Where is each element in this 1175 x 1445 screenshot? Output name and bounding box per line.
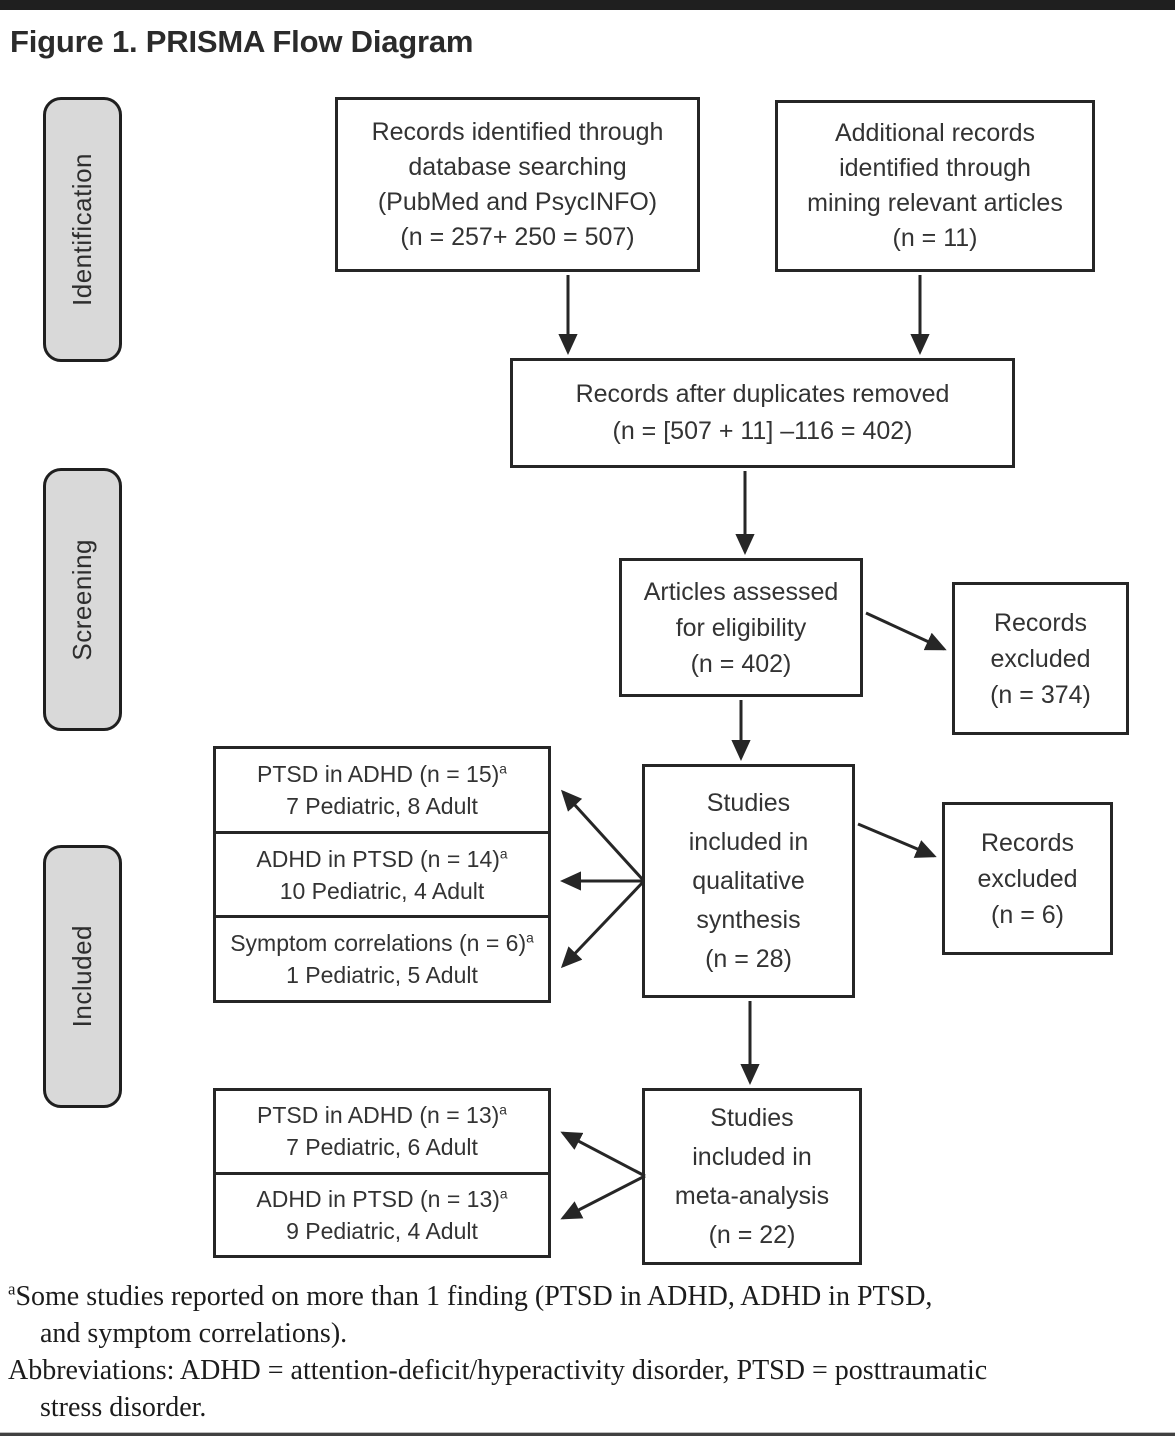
- stage-label-screening: [43, 468, 122, 731]
- stage-label-included: [43, 845, 122, 1108]
- figure-top-rule: [0, 0, 1175, 10]
- qualitative-breakdown-box: [213, 746, 551, 1003]
- footnote-some-studies: $^a$Some studies reported on more than 1 finding (PTSD in ADHD, ADHD in PTSD, and symptom correlations).: [8, 1279, 933, 1349]
- box-articles-assessed: Articles assessed for eligibility (n = 402): [619, 558, 863, 697]
- breakdown-row-adhd-in-ptsd-meta: ADHD in PTSD (n = 13)$^a$ 9 Pediatric, 4 Adult: [216, 1172, 548, 1256]
- stage-label-included-text: Included: [67, 925, 97, 1028]
- box-records-identified: Records identified through database searching (PubMed and PsycINFO) (n = 257+ 250 = 507): [335, 97, 700, 272]
- box-records-excluded-374: Records excluded (n = 374): [952, 582, 1129, 735]
- figure-footnotes: [8, 1278, 1170, 1426]
- stage-label-identification: [43, 97, 122, 362]
- figure-title: Figure 1. PRISMA Flow Diagram: [10, 24, 474, 59]
- figure-bottom-rule: [0, 1432, 1175, 1436]
- box-qualitative-synthesis: Studies included in qualitative synthesis (n = 28): [642, 764, 855, 998]
- breakdown-row-ptsd-in-adhd: PTSD in ADHD (n = 15)$^a$ 7 Pediatric, 8 Adult: [257, 760, 507, 819]
- footnote-marker: a: [499, 1102, 507, 1118]
- box-additional-records: Additional records identified through mining relevant articles (n = 11): [775, 100, 1095, 272]
- footnote-marker: a: [526, 930, 534, 946]
- meta-breakdown-box: [213, 1088, 551, 1258]
- stage-label-screening-text: Screening: [67, 538, 97, 661]
- footnote-abbreviations: Abbreviations: ADHD = attention-deficit/hyperactivity disorder, PTSD = posttraumatic stress disorder.: [8, 1355, 988, 1423]
- breakdown-row-adhd-in-ptsd: ADHD in PTSD (n = 14)$^a$ 10 Pediatric, 4 Adult: [216, 831, 548, 916]
- footnote-marker: a: [499, 1186, 508, 1202]
- footnote-marker: a: [499, 761, 507, 777]
- box-records-excluded-6: Records excluded (n = 6): [942, 802, 1113, 955]
- breakdown-row-symptom-correlations: Symptom correlations (n = 6)$^a$ 1 Pediatric, 5 Adult: [216, 915, 548, 1000]
- footnote-marker: a: [8, 1279, 16, 1299]
- box-duplicates-removed: Records after duplicates removed (n = [507 + 11] –116 = 402): [510, 358, 1015, 468]
- stage-label-identification-text: Identification: [67, 153, 97, 306]
- breakdown-row-ptsd-in-adhd-meta: PTSD in ADHD (n = 13)$^a$ 7 Pediatric, 6 Adult: [257, 1102, 507, 1161]
- footnote-marker: a: [499, 845, 508, 861]
- box-meta-analysis: Studies included in meta-analysis (n = 22): [642, 1088, 862, 1265]
